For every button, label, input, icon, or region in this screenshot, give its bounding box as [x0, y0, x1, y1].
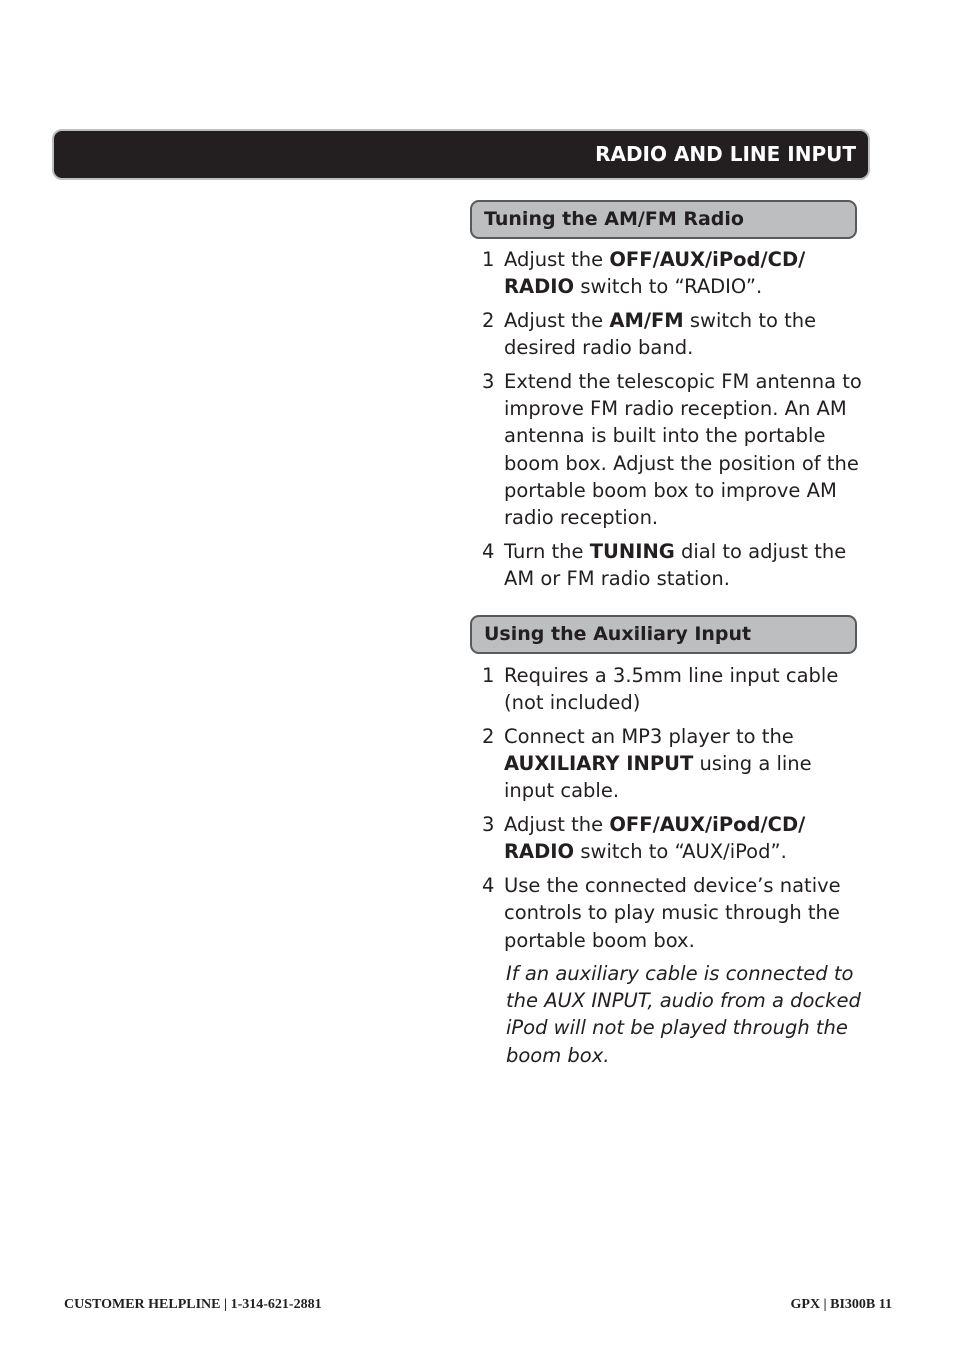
step-text [504, 368, 862, 531]
step-text [504, 811, 862, 865]
step-number: 3 [482, 370, 495, 393]
step-text [504, 723, 862, 805]
section-heading-aux [470, 615, 857, 654]
step-text [504, 662, 862, 716]
step-text-bold: AM/FM [609, 309, 684, 332]
step-number: 4 [482, 539, 495, 563]
step-text-bold: TUNING [589, 539, 675, 563]
step-text-run: switch to “AUX/iPod”. [574, 840, 787, 864]
step-text-run: Connect an MP3 player to the [504, 725, 794, 748]
step-text-run: Use the connected device’s native controls to play music through the portable boom box. [504, 874, 841, 952]
section-header-bar [52, 129, 870, 180]
list-item [482, 811, 862, 865]
radio-steps-list [482, 246, 862, 599]
section-heading-radio-label: Tuning the AM/FM Radio [484, 208, 744, 230]
list-item [482, 246, 862, 300]
step-text-run: Adjust the [504, 248, 610, 271]
step-text-bold: AUXILIARY INPUT [504, 752, 694, 776]
step-text-run: switch to the desired radio band. [504, 309, 817, 360]
list-item [482, 538, 862, 592]
footer-helpline: CUSTOMER HELPLINE | 1-314-621-2881 [64, 1297, 322, 1312]
step-text-run: using a line input cable. [504, 752, 812, 803]
aux-steps-list [482, 662, 862, 960]
footer-model-page: GPX | BI300B 11 [790, 1297, 892, 1312]
step-number: 4 [482, 874, 495, 898]
step-number: 1 [482, 664, 495, 687]
step-number: 2 [482, 309, 495, 332]
step-text [504, 307, 862, 361]
step-number: 2 [482, 725, 495, 748]
step-text-run: Adjust the [504, 309, 610, 332]
step-number: 1 [482, 248, 495, 271]
step-text-run: switch to “RADIO”. [574, 275, 763, 299]
list-item [482, 307, 862, 361]
step-text [504, 872, 862, 954]
step-text [504, 538, 862, 592]
step-text-run: Requires a 3.5mm line input cable (not included) [504, 664, 839, 715]
step-text-run: Turn the [504, 539, 590, 563]
list-item [482, 723, 862, 805]
section-heading-radio [470, 200, 857, 239]
step-text-run: dial to adjust the AM or FM radio station. [504, 539, 847, 591]
step-number: 3 [482, 813, 495, 837]
list-item [482, 368, 862, 531]
step-text-bold: OFF/AUX/iPod/CD/ RADIO [504, 248, 806, 299]
list-item [482, 872, 862, 954]
step-text-bold: OFF/AUX/iPod/CD/ RADIO [504, 813, 806, 864]
section-heading-aux-label: Using the Auxiliary Input [484, 623, 752, 645]
step-text-run: Adjust the [504, 813, 610, 837]
step-text [504, 246, 862, 300]
aux-note: If an auxiliary cable is connected to the AUX INPUT, audio from a docked iPod will not be played through the boom box. [506, 962, 861, 1067]
page-title: RADIO AND LINE INPUT [595, 142, 856, 166]
step-text-run: Extend the telescopic FM antenna to improve FM radio reception. An AM antenna is built into the portable boom box. Adjust the position of the portable boom box to improve AM radio reception. [504, 370, 862, 530]
list-item [482, 662, 862, 716]
